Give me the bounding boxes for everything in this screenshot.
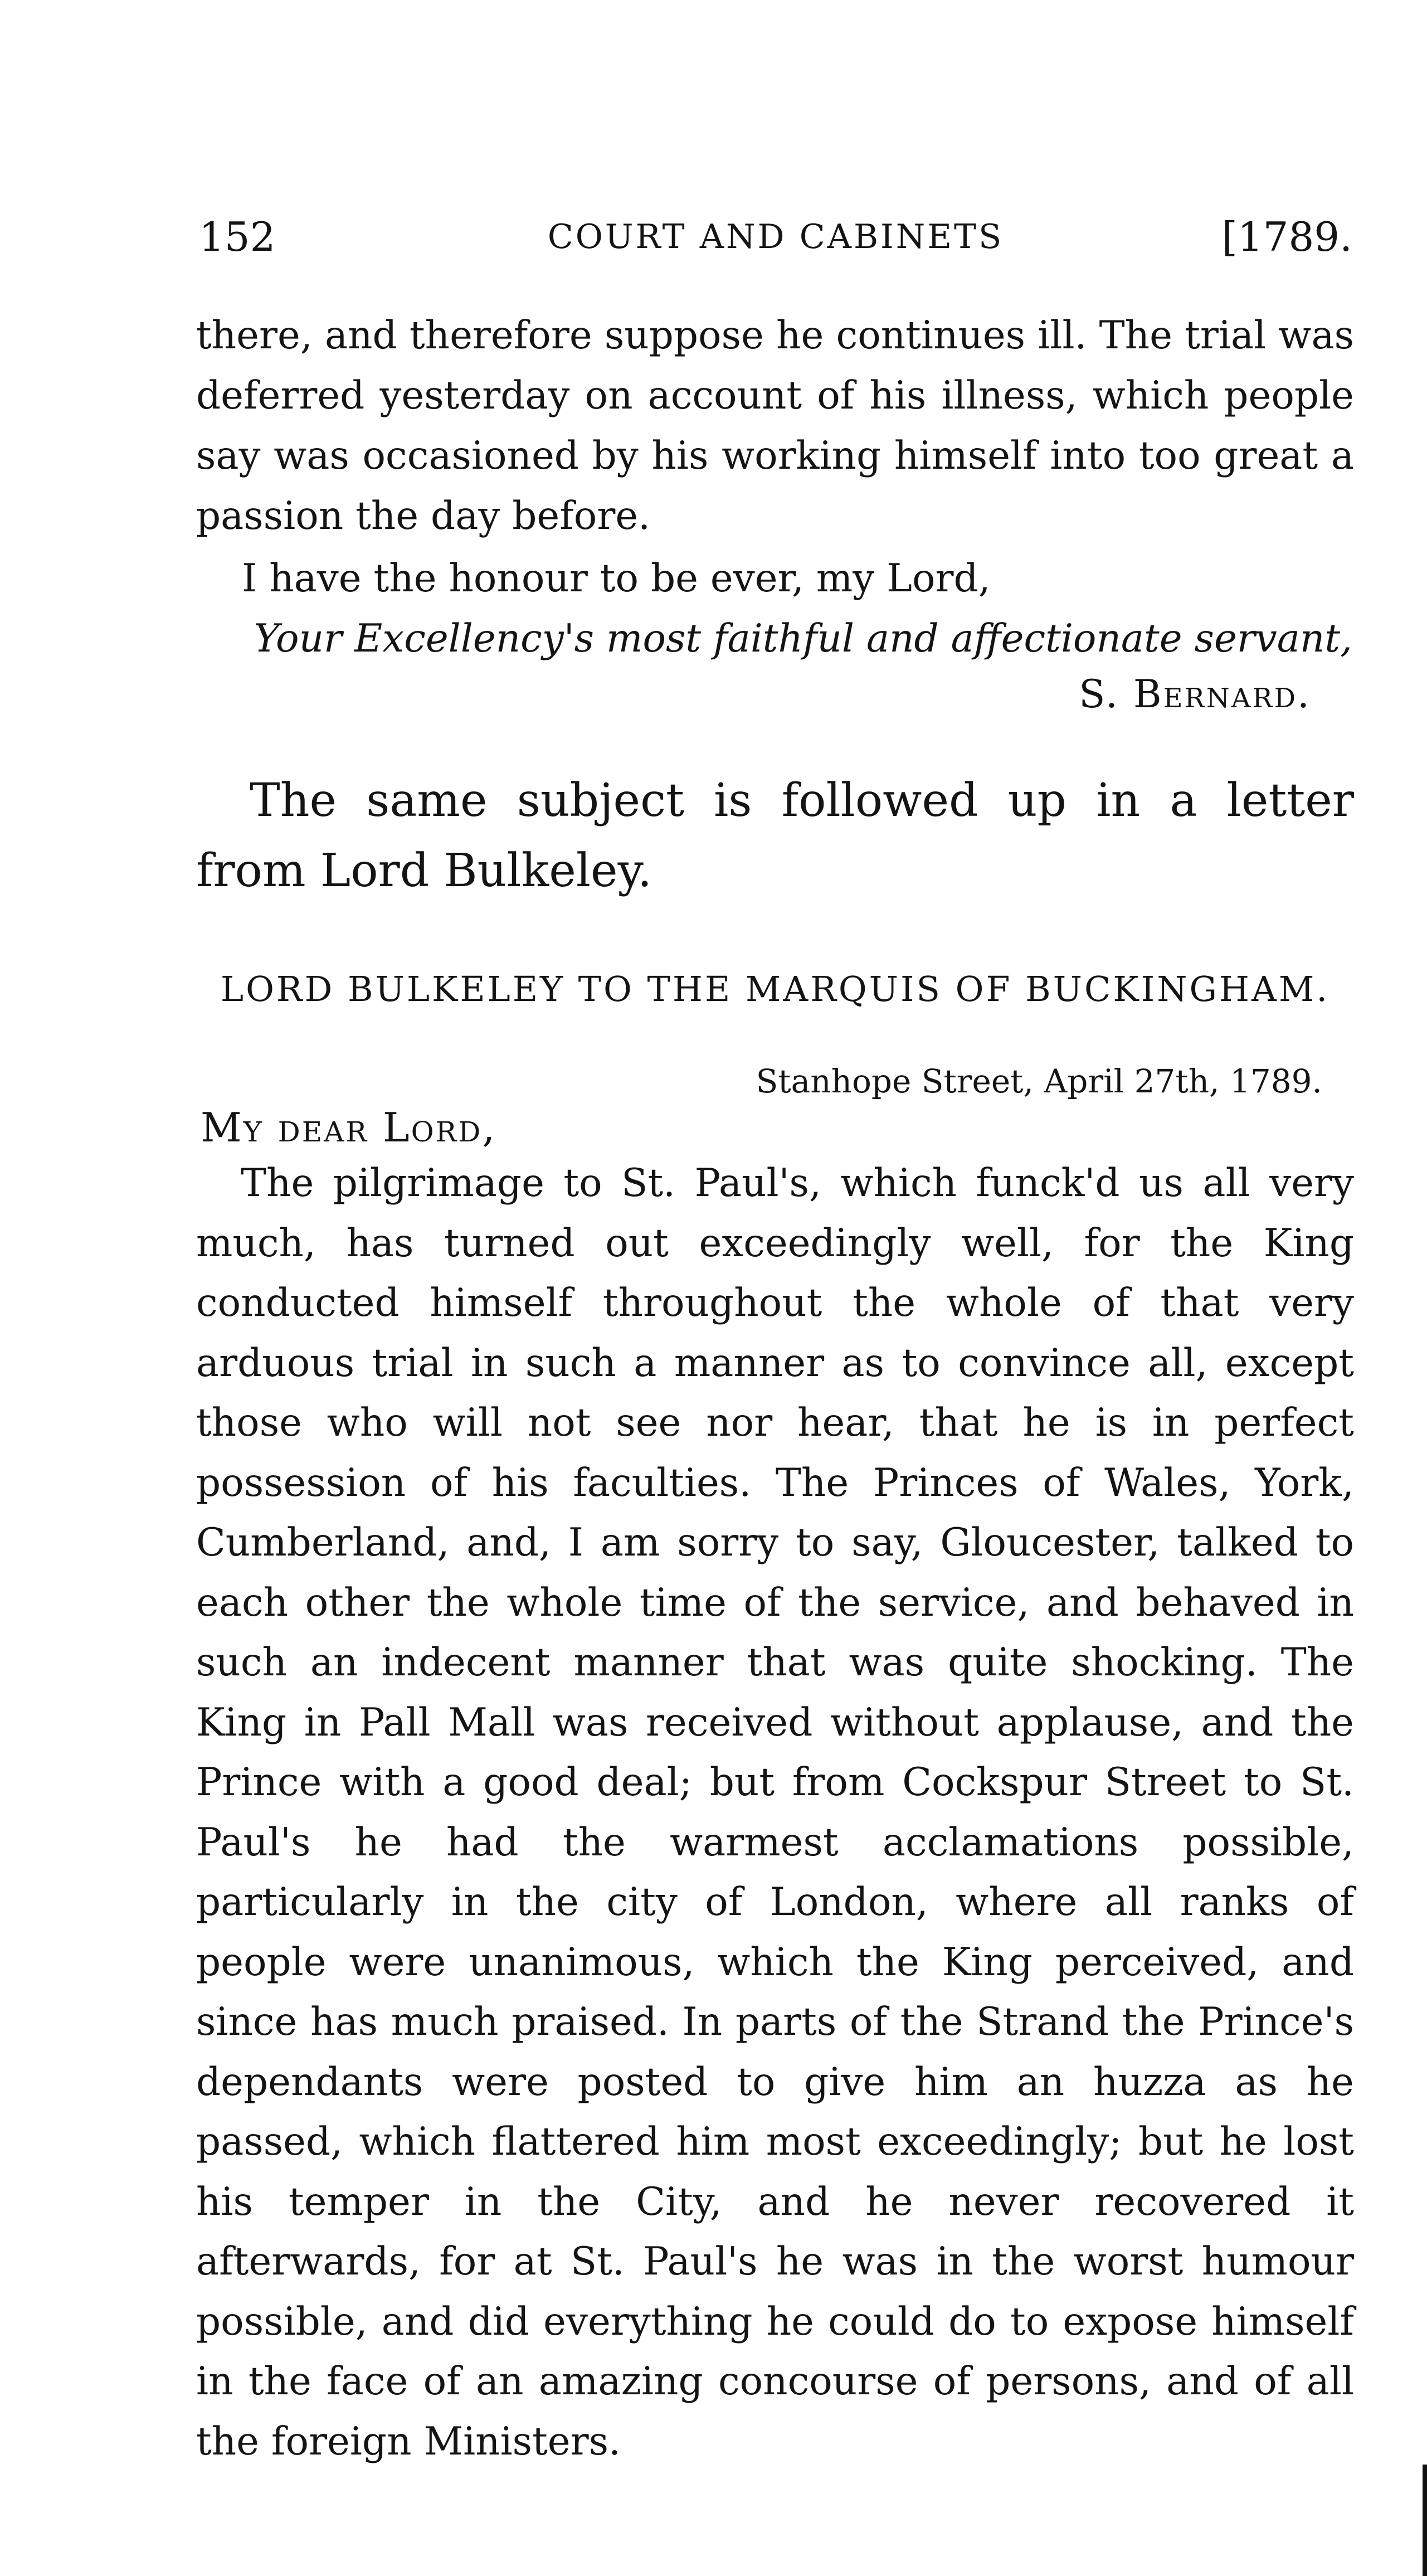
previous-letter-continuation — [196, 305, 1354, 546]
running-year: [1789. — [1221, 213, 1352, 260]
editorial-intro — [196, 766, 1354, 906]
intro-paragraph: The same subject is followed up in a letter from Lord Bulkeley. — [196, 774, 1354, 897]
letter-body — [196, 1154, 1354, 2472]
letter-heading: LORD BULKELEY TO THE MARQUIS OF BUCKINGHAM. — [220, 969, 1330, 1009]
running-title: COURT AND CABINETS — [547, 217, 1004, 256]
continuation-paragraph: there, and therefore suppose he continues ill. The trial was deferred yesterday on account of his illness, which people say was occasioned by his working himself into too great a passion the day before. — [196, 313, 1354, 538]
letter-signature: S. Bernard. — [1079, 672, 1311, 717]
page-edge-mark — [1423, 2465, 1427, 2576]
letter-valediction: Your Excellency's most faithful and affectionate servant, — [254, 616, 1352, 661]
letter-salutation: My dear Lord, — [201, 1104, 497, 1151]
letter-closing: I have the honour to be ever, my Lord, — [242, 556, 991, 601]
page-number: 152 — [199, 213, 276, 260]
letter-dateline: Stanhope Street, April 27th, 1789. — [756, 1062, 1322, 1100]
page-header — [199, 206, 1352, 268]
letter-body-paragraph: The pilgrimage to St. Paul's, which funck'd us all very much, has turned out exceedingly well, for the King conducted himself throughout the whole of that very arduous trial in such a manner as to convince all, except those who will not see nor hear, that he is in perfect possession of his faculties. The Princes of Wales, York, Cumberland, and, I am sorry to say, Gloucester, talked to each other the whole time of the service, and behaved in such an indecent manner that was quite shocking. The King in Pall Mall was received without applause, and the Prince with a good deal; but from Cockspur Street to St. Paul's he had the warmest acclamations possible, particularly in the city of London, where all ranks of people were unanimous, which the King perceived, and since has much praised. In parts of the Strand the Prince's dependants were posted to give him an huzza as he passed, which flattered him most exceedingly; but he lost his temper in the City, and he never recovered it afterwards, for at St. Paul's he was in the worst humour possible, and did everything he could do to expose himself in the face of an amazing concourse of persons, and of all the foreign Ministers. — [196, 1161, 1354, 2464]
